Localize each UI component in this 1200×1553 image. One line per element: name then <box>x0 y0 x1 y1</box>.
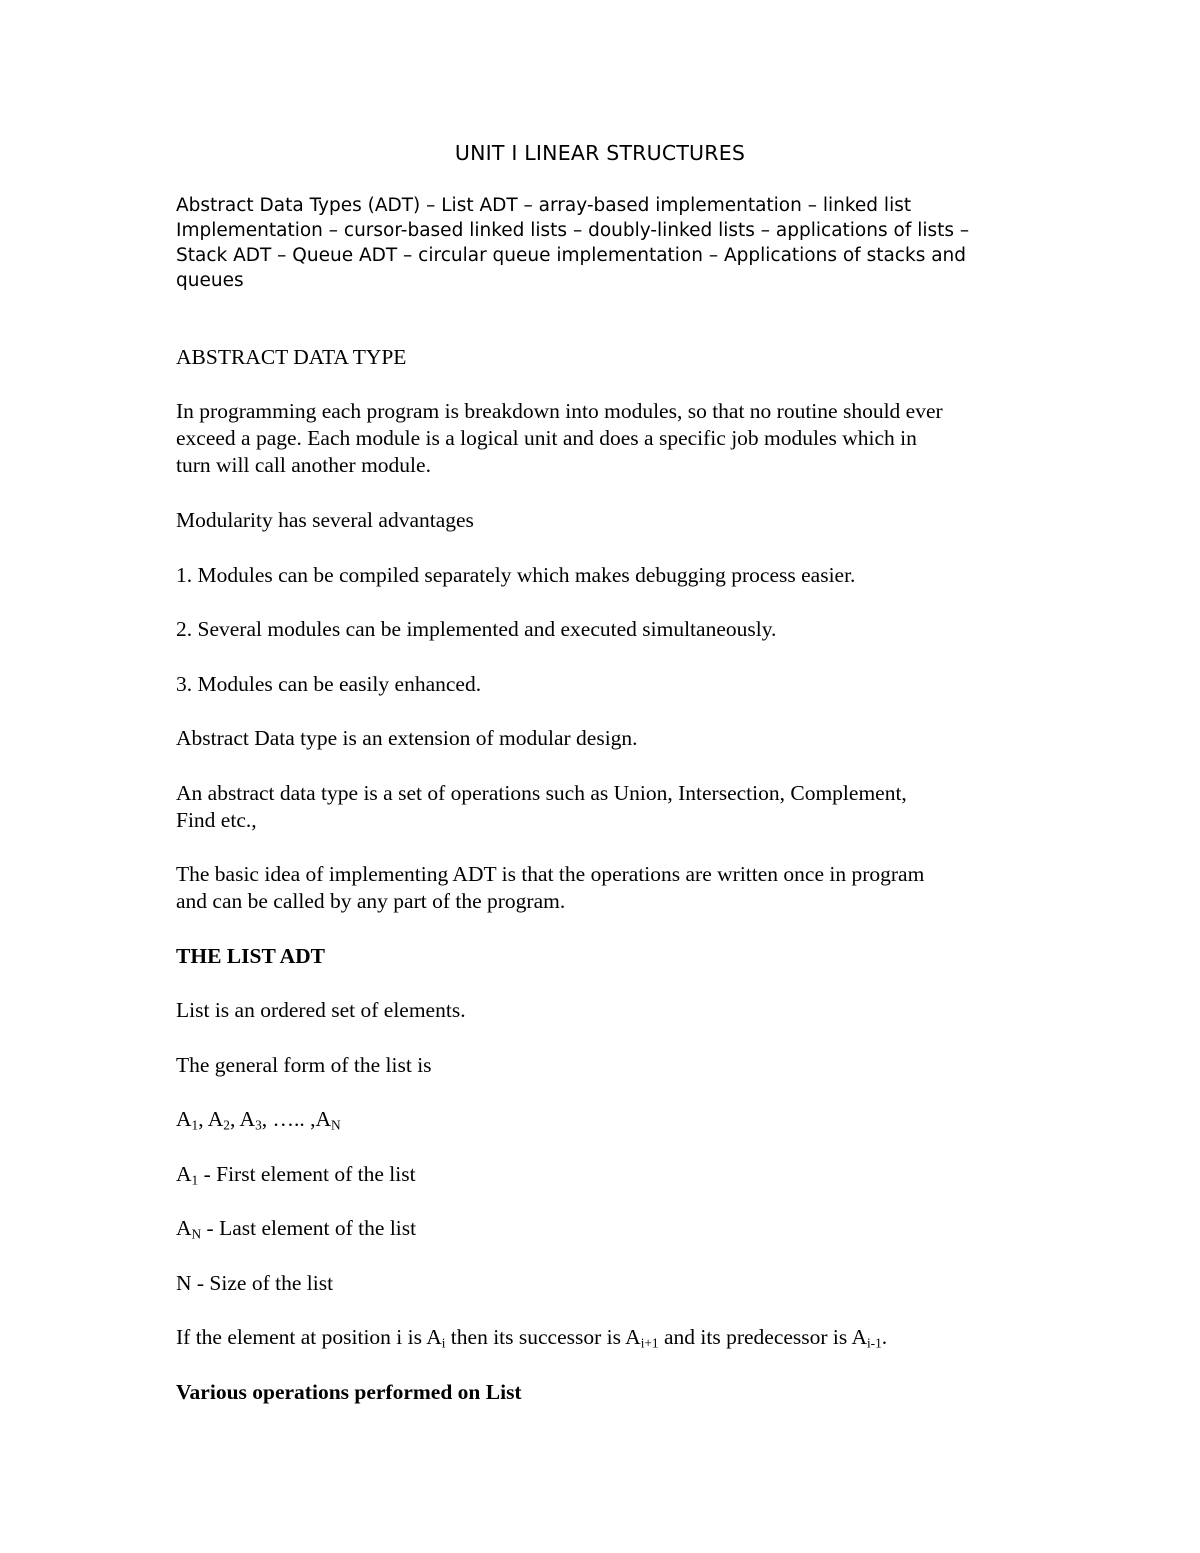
last-element-line: $A_N$ - Last element of the list <box>176 1216 417 1242</box>
paragraph-line: List is an ordered set of elements. <box>176 998 466 1022</box>
first-element-line: $A_1$ - First element of the list <box>176 1162 416 1188</box>
section-heading-list-operations: Various operations performed on List <box>176 1380 522 1404</box>
paragraph-line: turn will call another module. <box>176 453 431 477</box>
paragraph-line: and can be called by any part of the program. <box>176 889 566 913</box>
section-heading-abstract-data-type: ABSTRACT DATA TYPE <box>176 345 407 369</box>
advantage-item: 3. Modules can be easily enhanced. <box>176 672 482 696</box>
paragraph-line: The general form of the list is <box>176 1053 432 1077</box>
syllabus-line: queues <box>176 270 244 291</box>
section-heading-list-adt: THE LIST ADT <box>176 944 325 968</box>
syllabus-line: Implementation – cursor-based linked lists – doubly-linked lists – applications of lists – <box>176 220 970 241</box>
paragraph-line: An abstract data type is a set of operations such as Union, Intersection, Complement, <box>176 781 907 805</box>
modularity-line: Modularity has several advantages <box>176 508 474 532</box>
document-title: UNIT I LINEAR STRUCTURES <box>454 141 746 165</box>
syllabus-line: Abstract Data Types (ADT) – List ADT – array-based implementation – linked list <box>176 195 912 216</box>
general-form-expression: $A_1$, $A_2$, $A_3$, ….. $,A_N$ <box>176 1107 341 1133</box>
advantage-item: 1. Modules can be compiled separately which makes debugging process easier. <box>176 563 856 587</box>
paragraph-line: exceed a page. Each module is a logical unit and does a specific job modules which in <box>176 426 917 450</box>
advantage-item: 2. Several modules can be implemented and executed simultaneously. <box>176 617 777 641</box>
successor-line: If the element at position i is $A_i$ then its successor is $A_{i+1}$ and its predecessor is $A_{i-1}$. <box>176 1325 888 1351</box>
paragraph-line: Find etc., <box>176 808 257 832</box>
syllabus-line: Stack ADT – Queue ADT – circular queue implementation – Applications of stacks and <box>176 245 967 266</box>
size-line: N - Size of the list <box>176 1271 334 1295</box>
paragraph-line: The basic idea of implementing ADT is that the operations are written once in program <box>176 862 925 886</box>
paragraph-line: Abstract Data type is an extension of modular design. <box>176 726 638 750</box>
paragraph-line: In programming each program is breakdown into modules, so that no routine should ever <box>176 399 943 423</box>
